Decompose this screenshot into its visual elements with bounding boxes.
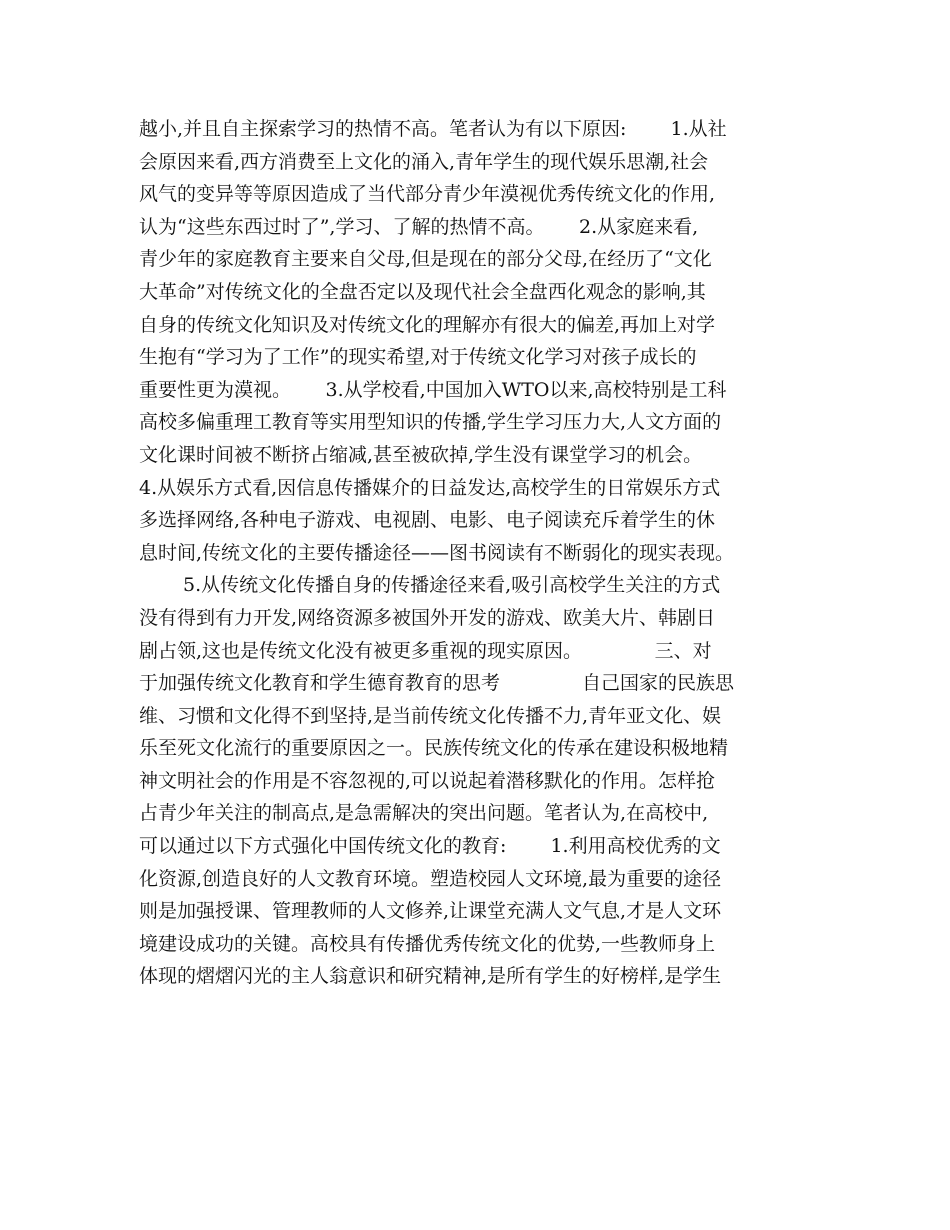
text-line: 风气的变异等等原因造成了当代部分青少年漠视优秀传统文化的作用, <box>139 183 716 206</box>
text-line: 多选择网络,各种电子游戏、电视剧、电影、电子阅读充斥着学生的休 <box>139 509 716 532</box>
text-line: 生抱有“学习为了工作”的现实希望,对于传统文化学习对孩子成长的 <box>139 346 697 369</box>
text-line: 化资源,创造良好的人文教育环境。塑造校园人文环境,最为重要的途径 <box>139 867 722 890</box>
text-line: 没有得到有力开发,网络资源多被国外开发的游戏、欧美大片、韩剧日 <box>139 606 716 629</box>
text-line: 则是加强授课、管理教师的人文修养,让课堂充满人文气息,才是人文环 <box>139 900 722 923</box>
text-line: 可以通过以下方式强化中国传统文化的教育: 1.利用高校优秀的文 <box>139 835 721 858</box>
text-line: 息时间,传统文化的主要传播途径——图书阅读有不断弱化的现实表现。 <box>139 541 735 564</box>
text-line: 境建设成功的关键。高校具有传播优秀传统文化的优势,一些教师身上 <box>139 932 716 955</box>
text-line: 青少年的家庭教育主要来自父母,但是现在的部分父母,在经历了“文化 <box>139 248 712 271</box>
text-line: 大革命”对传统文化的全盘否定以及现代社会全盘西化观念的影响,其 <box>139 280 706 303</box>
text-line: 重要性更为漠视。 3.从学校看,中国加入WTO以来,高校特别是工科 <box>139 378 727 401</box>
text-line: 神文明社会的作用是不容忽视的,可以说起着潜移默化的作用。怎样抢 <box>139 769 716 792</box>
body-text <box>139 113 819 993</box>
text-line: 文化课时间被不断挤占缩减,甚至被砍掉,学生没有课堂学习的机会。 <box>139 443 703 466</box>
text-line: 4.从娱乐方式看,因信息传播媒介的日益发达,高校学生的日常娱乐方式 <box>139 476 721 499</box>
text-line: 越小,并且自主探索学习的热情不高。笔者认为有以下原因: 1.从社 <box>139 118 727 140</box>
text-line: 5.从传统文化传播自身的传播途径来看,吸引高校学生关注的方式 <box>139 574 721 597</box>
text-line: 认为“这些东西过时了”,学习、了解的热情不高。 2.从家庭来看, <box>139 215 699 238</box>
text-line: 维、习惯和文化得不到坚持,是当前传统文化传播不力,青年亚文化、娱 <box>139 704 722 727</box>
text-line: 乐至死文化流行的重要原因之一。民族传统文化的传承在建设积极地精 <box>139 737 729 760</box>
text-line: 自身的传统文化知识及对传统文化的理解亦有很大的偏差,再加上对学 <box>139 313 716 336</box>
text-line: 剧占领,这也是传统文化没有被更多重视的现实原因。 三、对 <box>139 639 712 662</box>
text-line: 体现的熠熠闪光的主人翁意识和研究精神,是所有学生的好榜样,是学生 <box>139 965 722 988</box>
text-line: 会原因来看,西方消费至上文化的涌入,青年学生的现代娱乐思潮,社会 <box>139 150 709 173</box>
text-line: 高校多偏重理工教育等实用型知识的传播,学生学习压力大,人文方面的 <box>139 411 722 434</box>
text-line: 于加强传统文化教育和学生德育教育的思考 自己国家的民族思 <box>139 672 735 695</box>
text-line: 占青少年关注的制高点,是急需解决的突出问题。笔者认为,在高校中, <box>139 802 709 825</box>
